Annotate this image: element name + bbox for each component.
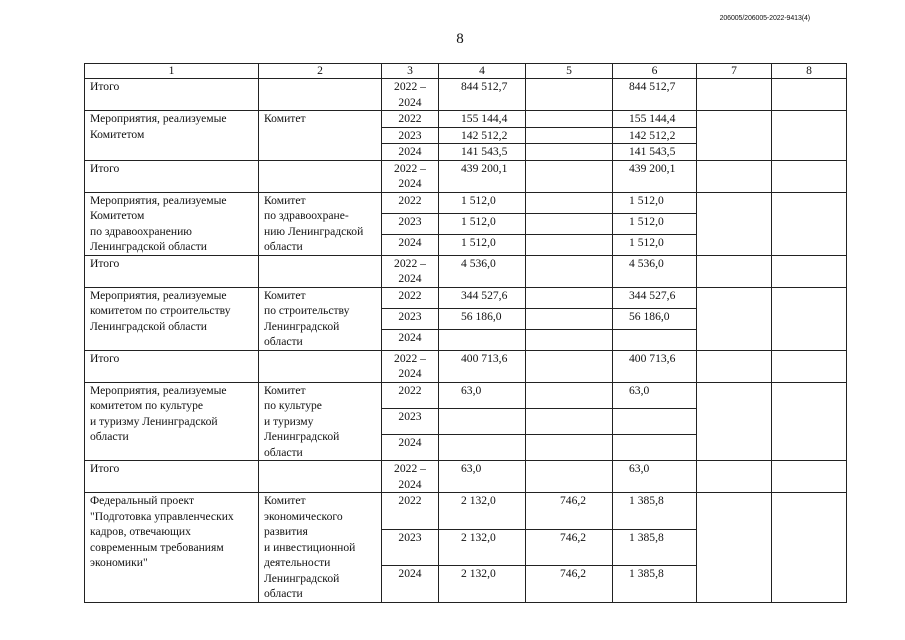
executor-cell: Комитет по культуре и туризму Ленинградской области xyxy=(259,382,382,461)
program-cell: Итого xyxy=(85,461,259,493)
federal-amount-cell xyxy=(526,127,613,144)
col7-cell xyxy=(697,255,772,287)
program-cell: Итого xyxy=(85,79,259,111)
federal-amount-cell xyxy=(526,382,613,408)
federal-amount-cell xyxy=(526,461,613,493)
total-amount-cell xyxy=(439,408,526,434)
year-cell: 2022 – 2024 xyxy=(382,461,439,493)
executor-cell xyxy=(259,255,382,287)
year-cell: 2024 xyxy=(382,329,439,350)
table-row xyxy=(85,192,847,213)
program-cell: Итого xyxy=(85,255,259,287)
total-amount-cell: 844 512,7 xyxy=(439,79,526,111)
total-row xyxy=(85,160,847,192)
budget-table xyxy=(84,63,847,603)
regional-amount-cell: 1 512,0 xyxy=(613,192,697,213)
regional-amount-cell: 439 200,1 xyxy=(613,160,697,192)
column-header: 5 xyxy=(526,64,613,79)
total-amount-cell: 63,0 xyxy=(439,461,526,493)
regional-amount-cell xyxy=(613,434,697,460)
regional-amount-cell: 155 144,4 xyxy=(613,111,697,128)
regional-amount-cell: 1 385,8 xyxy=(613,529,697,566)
regional-amount-cell: 1 512,0 xyxy=(613,213,697,234)
federal-amount-cell xyxy=(526,213,613,234)
total-amount-cell: 2 132,0 xyxy=(439,493,526,530)
total-amount-cell: 2 132,0 xyxy=(439,529,526,566)
total-amount-cell: 1 512,0 xyxy=(439,192,526,213)
column-header: 1 xyxy=(85,64,259,79)
year-cell: 2024 xyxy=(382,144,439,161)
regional-amount-cell: 1 512,0 xyxy=(613,234,697,255)
total-amount-cell: 63,0 xyxy=(439,382,526,408)
executor-cell: Комитет по здравоохране- нию Ленинградской области xyxy=(259,192,382,255)
program-cell: Итого xyxy=(85,350,259,382)
program-cell: Мероприятия, реализуемые комитетом по культуре и туризму Ленинградской области xyxy=(85,382,259,461)
column-header: 8 xyxy=(772,64,847,79)
page-number: 8 xyxy=(456,31,464,47)
col8-cell xyxy=(772,461,847,493)
total-row xyxy=(85,255,847,287)
federal-amount-cell xyxy=(526,329,613,350)
year-cell: 2022 xyxy=(382,111,439,128)
executor-cell: Комитет по строительству Ленинградской области xyxy=(259,287,382,350)
regional-amount-cell: 141 543,5 xyxy=(613,144,697,161)
column-header: 2 xyxy=(259,64,382,79)
col7-cell xyxy=(697,350,772,382)
federal-amount-cell xyxy=(526,192,613,213)
column-header: 4 xyxy=(439,64,526,79)
regional-amount-cell: 1 385,8 xyxy=(613,493,697,530)
col7-cell xyxy=(697,493,772,603)
program-cell: Итого xyxy=(85,160,259,192)
col8-cell xyxy=(772,192,847,255)
total-amount-cell: 56 186,0 xyxy=(439,308,526,329)
total-amount-cell: 141 543,5 xyxy=(439,144,526,161)
federal-amount-cell: 746,2 xyxy=(526,493,613,530)
program-cell: Федеральный проект "Подготовка управленческих кадров, отвечающих современным требованиям экономики" xyxy=(85,493,259,603)
executor-cell: Комитет xyxy=(259,111,382,161)
col8-cell xyxy=(772,382,847,461)
regional-amount-cell: 400 713,6 xyxy=(613,350,697,382)
total-amount-cell: 1 512,0 xyxy=(439,234,526,255)
federal-amount-cell xyxy=(526,234,613,255)
total-amount-cell: 4 536,0 xyxy=(439,255,526,287)
federal-amount-cell: 746,2 xyxy=(526,529,613,566)
col7-cell xyxy=(697,461,772,493)
year-cell: 2022 – 2024 xyxy=(382,79,439,111)
federal-amount-cell xyxy=(526,144,613,161)
year-cell: 2022 xyxy=(382,493,439,530)
executor-cell xyxy=(259,461,382,493)
regional-amount-cell: 56 186,0 xyxy=(613,308,697,329)
total-amount-cell: 344 527,6 xyxy=(439,287,526,308)
table-row xyxy=(85,382,847,408)
col7-cell xyxy=(697,192,772,255)
total-amount-cell xyxy=(439,329,526,350)
program-cell: Мероприятия, реализуемые Комитетом по здравоохранению Ленинградской области xyxy=(85,192,259,255)
executor-cell xyxy=(259,79,382,111)
col7-cell xyxy=(697,382,772,461)
year-cell: 2023 xyxy=(382,127,439,144)
total-row xyxy=(85,350,847,382)
year-cell: 2023 xyxy=(382,529,439,566)
executor-cell xyxy=(259,350,382,382)
executor-cell: Комитет экономического развития и инвестиционной деятельности Ленинградской области xyxy=(259,493,382,603)
col7-cell xyxy=(697,79,772,111)
year-cell: 2022 – 2024 xyxy=(382,160,439,192)
year-cell: 2023 xyxy=(382,408,439,434)
table-row xyxy=(85,111,847,128)
year-cell: 2024 xyxy=(382,234,439,255)
total-amount-cell: 2 132,0 xyxy=(439,566,526,603)
col8-cell xyxy=(772,160,847,192)
year-cell: 2022 – 2024 xyxy=(382,350,439,382)
total-amount-cell: 142 512,2 xyxy=(439,127,526,144)
program-cell: Мероприятия, реализуемые Комитетом xyxy=(85,111,259,161)
total-amount-cell: 155 144,4 xyxy=(439,111,526,128)
total-amount-cell: 400 713,6 xyxy=(439,350,526,382)
regional-amount-cell: 344 527,6 xyxy=(613,287,697,308)
federal-amount-cell: 746,2 xyxy=(526,566,613,603)
total-amount-cell: 439 200,1 xyxy=(439,160,526,192)
year-cell: 2023 xyxy=(382,308,439,329)
table-header-row xyxy=(85,64,847,79)
total-row xyxy=(85,461,847,493)
year-cell: 2024 xyxy=(382,566,439,603)
table-row xyxy=(85,493,847,530)
federal-amount-cell xyxy=(526,308,613,329)
column-header: 3 xyxy=(382,64,439,79)
col8-cell xyxy=(772,111,847,161)
col8-cell xyxy=(772,255,847,287)
year-cell: 2022 – 2024 xyxy=(382,255,439,287)
regional-amount-cell xyxy=(613,408,697,434)
federal-amount-cell xyxy=(526,160,613,192)
year-cell: 2023 xyxy=(382,213,439,234)
column-header: 6 xyxy=(613,64,697,79)
federal-amount-cell xyxy=(526,255,613,287)
federal-amount-cell xyxy=(526,287,613,308)
regional-amount-cell: 4 536,0 xyxy=(613,255,697,287)
regional-amount-cell: 142 512,2 xyxy=(613,127,697,144)
col7-cell xyxy=(697,111,772,161)
year-cell: 2022 xyxy=(382,192,439,213)
regional-amount-cell xyxy=(613,329,697,350)
document-id: 206005/206005-2022-9413(4) xyxy=(719,15,810,22)
federal-amount-cell xyxy=(526,79,613,111)
col7-cell xyxy=(697,160,772,192)
column-header: 7 xyxy=(697,64,772,79)
col8-cell xyxy=(772,79,847,111)
federal-amount-cell xyxy=(526,408,613,434)
regional-amount-cell: 1 385,8 xyxy=(613,566,697,603)
year-cell: 2022 xyxy=(382,382,439,408)
total-amount-cell: 1 512,0 xyxy=(439,213,526,234)
total-amount-cell xyxy=(439,434,526,460)
program-cell: Мероприятия, реализуемые комитетом по строительству Ленинградской области xyxy=(85,287,259,350)
federal-amount-cell xyxy=(526,350,613,382)
col8-cell xyxy=(772,287,847,350)
col8-cell xyxy=(772,350,847,382)
regional-amount-cell: 844 512,7 xyxy=(613,79,697,111)
regional-amount-cell: 63,0 xyxy=(613,382,697,408)
year-cell: 2022 xyxy=(382,287,439,308)
total-row xyxy=(85,79,847,111)
executor-cell xyxy=(259,160,382,192)
federal-amount-cell xyxy=(526,111,613,128)
year-cell: 2024 xyxy=(382,434,439,460)
table-row xyxy=(85,287,847,308)
col8-cell xyxy=(772,493,847,603)
federal-amount-cell xyxy=(526,434,613,460)
col7-cell xyxy=(697,287,772,350)
regional-amount-cell: 63,0 xyxy=(613,461,697,493)
